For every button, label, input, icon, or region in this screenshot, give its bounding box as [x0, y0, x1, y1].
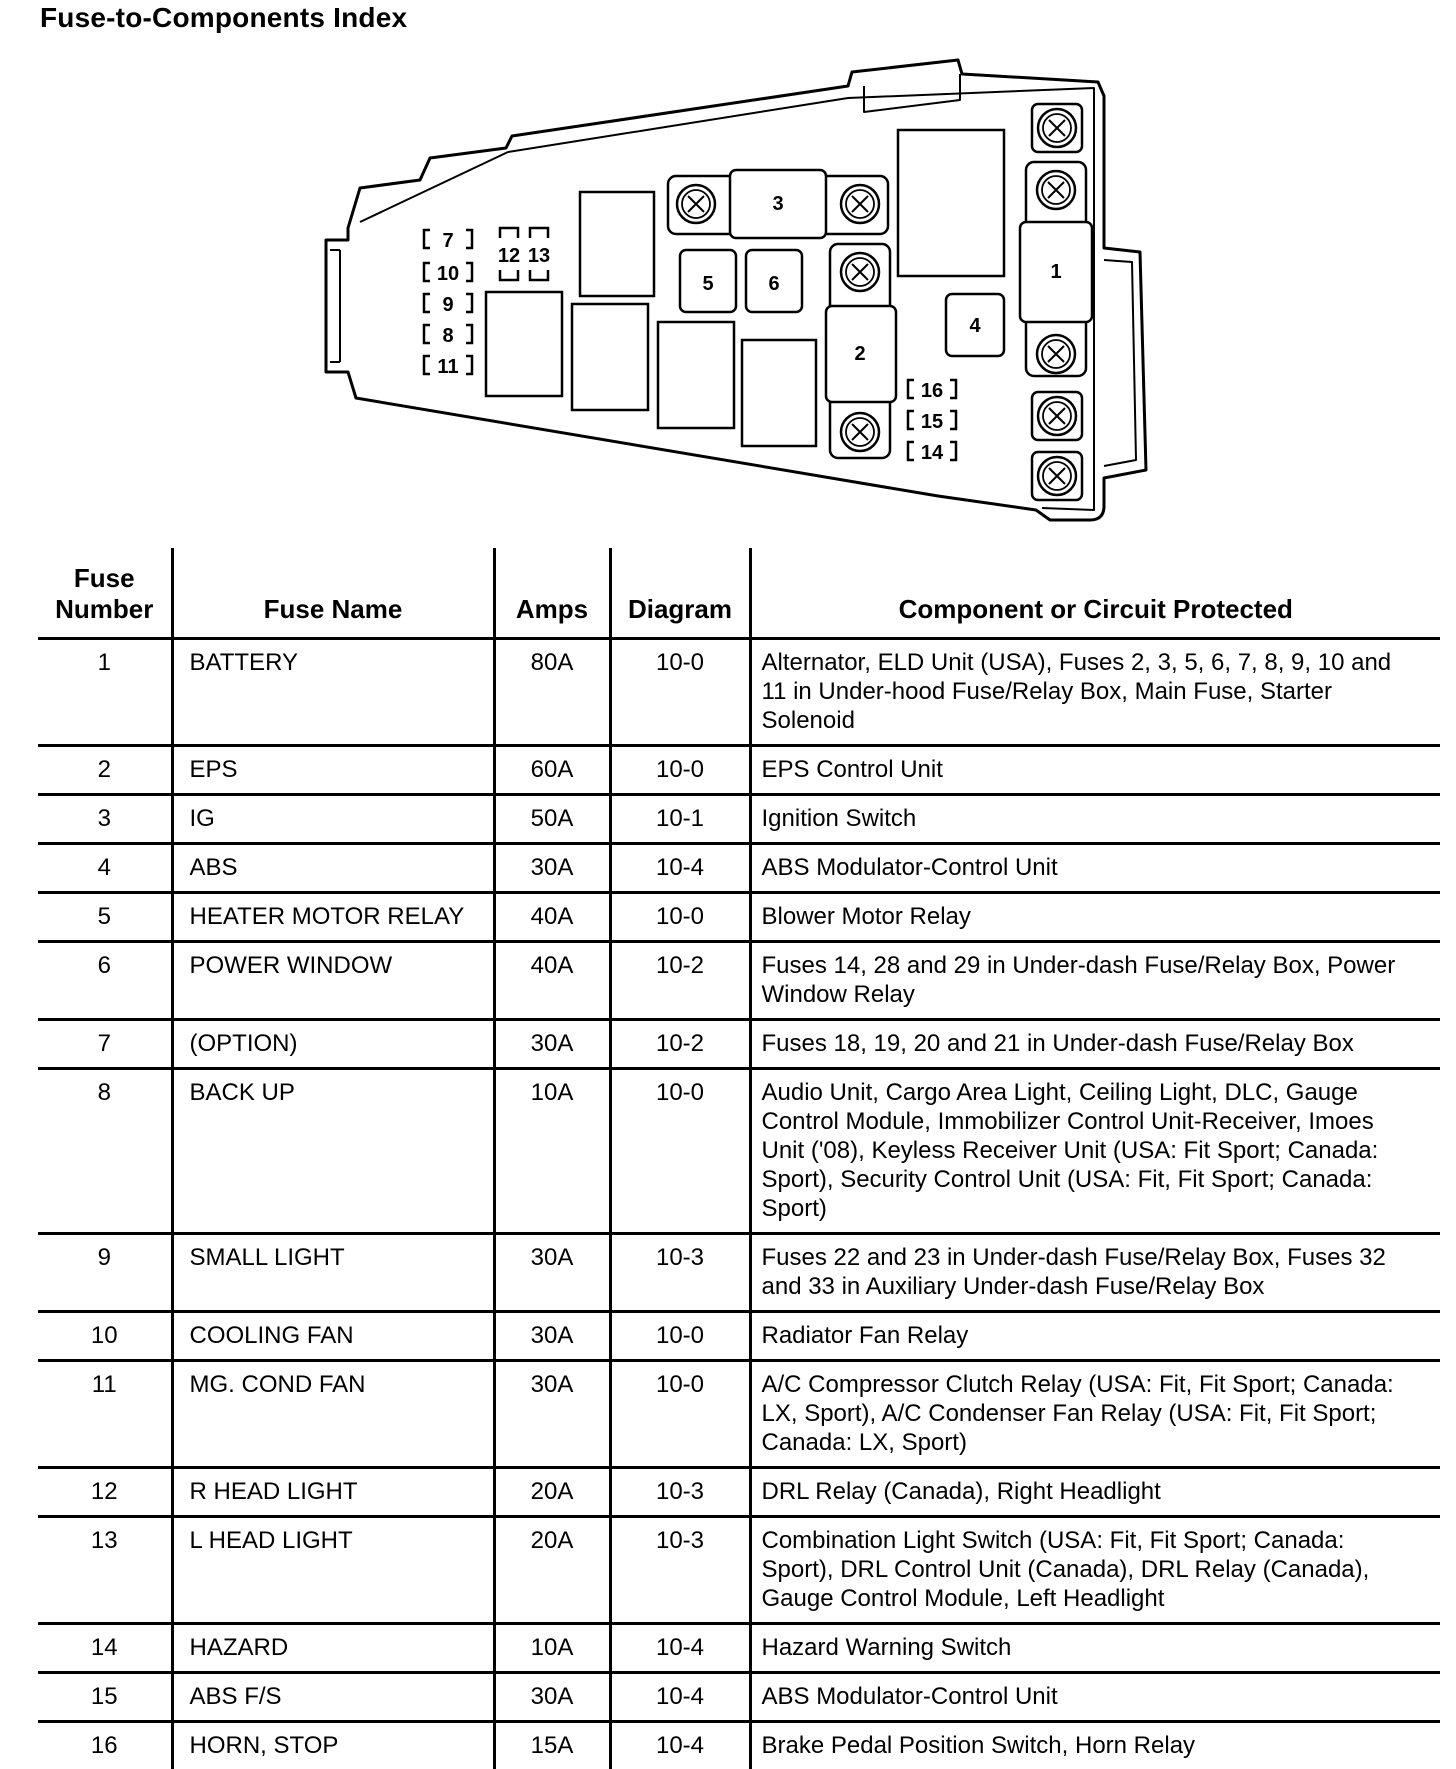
fuse-name-cell: ABS	[172, 843, 494, 892]
amps-cell: 80A	[494, 638, 610, 745]
diagram-cell: 10-4	[610, 1672, 750, 1721]
table-row	[38, 1233, 1440, 1311]
fuse-number-cell: 4	[38, 843, 172, 892]
fuse-6-label: 6	[768, 273, 780, 295]
fuse-12-label: 12	[497, 245, 521, 267]
fuse-number-cell: 8	[38, 1068, 172, 1233]
fuse-index-table	[38, 548, 1440, 1769]
component-cell: A/C Compressor Clutch Relay (USA: Fit, Fit Sport; Canada: LX, Sport), A/C Condenser Fan Relay (USA: Fit, Fit Sport; Canada: LX, Sport)	[750, 1360, 1440, 1467]
header-component: Component or Circuit Protected	[750, 548, 1440, 638]
fuse-4-label: 4	[969, 315, 981, 337]
fuse-5-label: 5	[702, 273, 714, 295]
diagram-cell: 10-4	[610, 843, 750, 892]
amps-cell: 30A	[494, 1360, 610, 1467]
fuse-name-cell: SMALL LIGHT	[172, 1233, 494, 1311]
diagram-cell: 10-1	[610, 794, 750, 843]
fuse-number-cell: 14	[38, 1623, 172, 1672]
component-cell: Brake Pedal Position Switch, Horn Relay	[750, 1721, 1440, 1769]
fuse-number-cell: 16	[90, 1731, 118, 1759]
fuse-2-label: 2	[854, 343, 866, 365]
table-row	[38, 1467, 1440, 1516]
table-row	[38, 1311, 1440, 1360]
component-cell: Blower Motor Relay	[750, 892, 1440, 941]
amps-cell: 30A	[494, 843, 610, 892]
fuse-name-cell: BACK UP	[172, 1068, 494, 1233]
diagram-cell: 10-0	[610, 1360, 750, 1467]
fuse-15-label: 15	[920, 411, 944, 433]
fuse-number-cell: 5	[38, 892, 172, 941]
header-amps: Amps	[494, 548, 610, 638]
fuse-number-cell: 7	[38, 1019, 172, 1068]
table-row	[38, 1672, 1440, 1721]
component-cell: Fuses 22 and 23 in Under-dash Fuse/Relay Box, Fuses 32 and 33 in Auxiliary Under-dash Fuse/Relay Box	[750, 1233, 1440, 1311]
component-cell: Fuses 18, 19, 20 and 21 in Under-dash Fuse/Relay Box	[750, 1019, 1440, 1068]
component-cell: Radiator Fan Relay	[750, 1311, 1440, 1360]
amps-cell: 30A	[494, 1672, 610, 1721]
header-fuse-name: Fuse Name	[172, 548, 494, 638]
diagram-cell: 10-0	[610, 892, 750, 941]
fuse-name-cell: (OPTION)	[172, 1019, 494, 1068]
diagram-cell: 10-0	[610, 745, 750, 794]
fuse-number-cell: 15	[38, 1672, 172, 1721]
diagram-cell: 10-0	[610, 638, 750, 745]
amps-cell: 40A	[494, 941, 610, 1019]
table-row	[38, 843, 1440, 892]
table-row	[38, 1019, 1440, 1068]
fuse-number-cell: 11	[38, 1360, 172, 1467]
component-cell: ABS Modulator-Control Unit	[750, 1672, 1440, 1721]
diagram-cell: 10-0	[610, 1068, 750, 1233]
diagram-cell: 10-0	[610, 1311, 750, 1360]
header-fuse-number: Fuse Number	[38, 548, 172, 638]
table-row	[38, 638, 1440, 745]
fuse-number-cell: 3	[38, 794, 172, 843]
header-diagram: Diagram	[610, 548, 750, 638]
fuse-name-cell: HEATER MOTOR RELAY	[172, 892, 494, 941]
amps-cell: 60A	[494, 745, 610, 794]
fuse-box-diagram	[0, 0, 1456, 540]
fuse-number-cell: 1	[38, 638, 172, 745]
fuse-name-cell: L HEAD LIGHT	[172, 1516, 494, 1623]
fuse-number-cell: 13	[38, 1516, 172, 1623]
component-cell: Audio Unit, Cargo Area Light, Ceiling Light, DLC, Gauge Control Module, Immobilizer Control Unit-Receiver, Imoes Unit ('08), Keyless Receiver Unit (USA: Fit Sport; Canada: Sport), Security Control Unit (USA: Fit, Fit Sport; Canada: Sport)	[750, 1068, 1440, 1233]
fuse-number-cell: 6	[38, 941, 172, 1019]
fuse-name-cell: EPS	[172, 745, 494, 794]
fuse-13-label: 13	[527, 245, 551, 267]
fuse-name-cell: HAZARD	[172, 1623, 494, 1672]
fuse-1-label: 1	[1050, 261, 1062, 283]
fuse-number-cell: 12	[38, 1467, 172, 1516]
diagram-cell: 10-2	[610, 941, 750, 1019]
amps-cell: 50A	[494, 794, 610, 843]
component-cell: DRL Relay (Canada), Right Headlight	[750, 1467, 1440, 1516]
table-row	[38, 1623, 1440, 1672]
table-row	[38, 892, 1440, 941]
table-row	[38, 1360, 1440, 1467]
diagram-cell: 10-3	[610, 1516, 750, 1623]
component-cell: Fuses 14, 28 and 29 in Under-dash Fuse/Relay Box, Power Window Relay	[750, 941, 1440, 1019]
table-row	[38, 1068, 1440, 1233]
component-cell: Ignition Switch	[750, 794, 1440, 843]
fuse-name-cell: IG	[172, 794, 494, 843]
amps-cell: 10A	[494, 1623, 610, 1672]
fuse-11-label: 11	[437, 356, 459, 378]
amps-cell: 30A	[494, 1233, 610, 1311]
page-title: Fuse-to-Components Index	[40, 2, 408, 33]
fuse-number-cell: 10	[38, 1311, 172, 1360]
fuse-8-label: 8	[442, 325, 454, 347]
table-row	[38, 1721, 1440, 1769]
diagram-cell: 10-2	[610, 1019, 750, 1068]
diagram-cell: 10-4	[610, 1623, 750, 1672]
component-cell: EPS Control Unit	[750, 745, 1440, 794]
fuse-name-cell: R HEAD LIGHT	[172, 1467, 494, 1516]
large-fuses	[668, 104, 1092, 500]
component-cell: Hazard Warning Switch	[750, 1623, 1440, 1672]
fuse-9-label: 9	[442, 294, 454, 316]
fuse-number-cell: 9	[38, 1233, 172, 1311]
amps-cell: 30A	[494, 1019, 610, 1068]
component-cell: ABS Modulator-Control Unit	[750, 843, 1440, 892]
fuse-3-label: 3	[772, 193, 784, 215]
amps-cell: 20A	[494, 1467, 610, 1516]
diagram-cell: 10-3	[610, 1467, 750, 1516]
table-row	[38, 1516, 1440, 1623]
table-header-row	[38, 548, 1440, 638]
table-row	[38, 941, 1440, 1019]
fuse-number-cell: 2	[38, 745, 172, 794]
diagram-cell: 10-4	[610, 1721, 750, 1769]
amps-cell: 20A	[494, 1516, 610, 1623]
fuse-7-label: 7	[442, 230, 454, 252]
fuse-name-cell: POWER WINDOW	[172, 941, 494, 1019]
fuse-14-label: 14	[920, 442, 944, 464]
fuse-10-label: 10	[436, 263, 460, 285]
fuse-name-cell: COOLING FAN	[172, 1311, 494, 1360]
table-row	[38, 794, 1440, 843]
amps-cell: 15A	[494, 1721, 610, 1769]
amps-cell: 10A	[494, 1068, 610, 1233]
amps-cell: 30A	[494, 1311, 610, 1360]
fuse-name-cell: BATTERY	[172, 638, 494, 745]
component-cell: Combination Light Switch (USA: Fit, Fit Sport; Canada: Sport), DRL Control Unit (Canada), DRL Relay (Canada), Gauge Control Module, Left Headlight	[750, 1516, 1440, 1623]
fuse-name-cell: MG. COND FAN	[172, 1360, 494, 1467]
fuse-16-label: 16	[920, 380, 944, 402]
amps-cell: 40A	[494, 892, 610, 941]
component-cell: Alternator, ELD Unit (USA), Fuses 2, 3, 5, 6, 7, 8, 9, 10 and 11 in Under-hood Fuse/Relay Box, Main Fuse, Starter Solenoid	[750, 638, 1440, 745]
diagram-cell: 10-3	[610, 1233, 750, 1311]
fuse-name-cell: HORN, STOP	[172, 1721, 494, 1769]
fuse-name-cell: ABS F/S	[172, 1672, 494, 1721]
table-row	[38, 745, 1440, 794]
